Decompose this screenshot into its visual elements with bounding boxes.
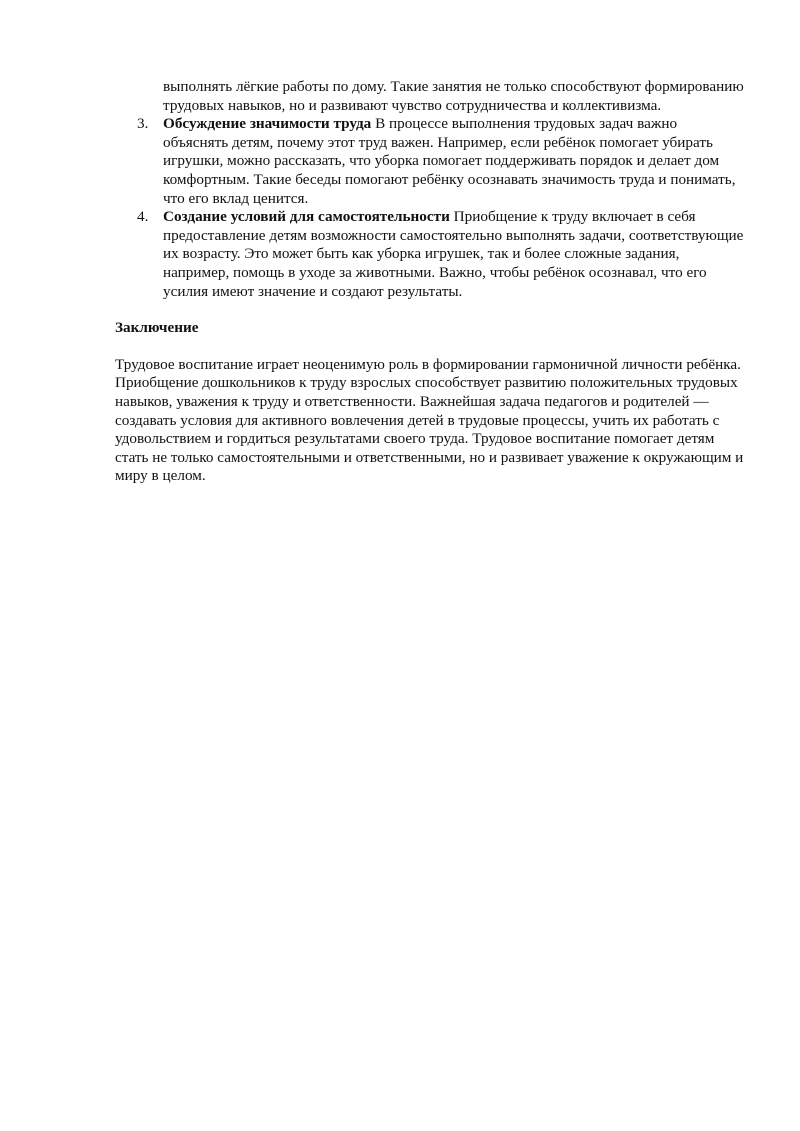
continuation-paragraph: выполнять лёгкие работы по дому. Такие занятия не только способствуют формированию трудовых навыков, но и развивают чувство сотрудничества и коллективизма. [163,78,744,114]
document-body [115,78,745,486]
list-item-title: Обсуждение значимости труда [163,115,372,133]
numbered-list [115,115,745,301]
list-item-text: Приобщение к труду включает в себя предоставление детям возможности самостоятельно выполнять задачи, соответствующие их возрасту. Это может быть как уборка игрушек, так и более сложные задания, например, помощь в уходе за животными. Важно, чтобы ребёнок осознавал, что его усилия имеют значение и создают результаты. [163,208,744,300]
conclusion-paragraph: Трудовое воспитание играет неоценимую роль в формировании гармоничной личности ребёнка. Приобщение дошкольников к труду взрослых способствует развитию положительных трудовых навыков, уважения к труду и ответственности. Важнейшая задача педагогов и родителей — создавать условия для активного вовлечения детей в трудовые процессы, учить их работать с удовольствием и гордиться результатами своего труда. Трудовое воспитание помогает детям стать не только самостоятельными и ответственными, но и развивает уважение к окружающим и миру в целом. [115,355,744,485]
list-item-number: 3. [137,115,149,133]
list-item [115,115,745,208]
section-heading: Заключение [115,319,199,337]
list-item-number: 4. [137,208,149,226]
list-item [115,208,745,301]
list-item-title: Создание условий для самостоятельности [163,208,450,226]
list-item-text: В процессе выполнения трудовых задач важно объяснять детям, почему этот труд важен. Например, если ребёнок помогает убирать игрушки, можно рассказать, что уборка помогает поддерживать порядок и делает дом комфортным. Такие беседы помогают ребёнку осознавать значимость труда и понимать, что его вклад ценится. [163,115,736,207]
